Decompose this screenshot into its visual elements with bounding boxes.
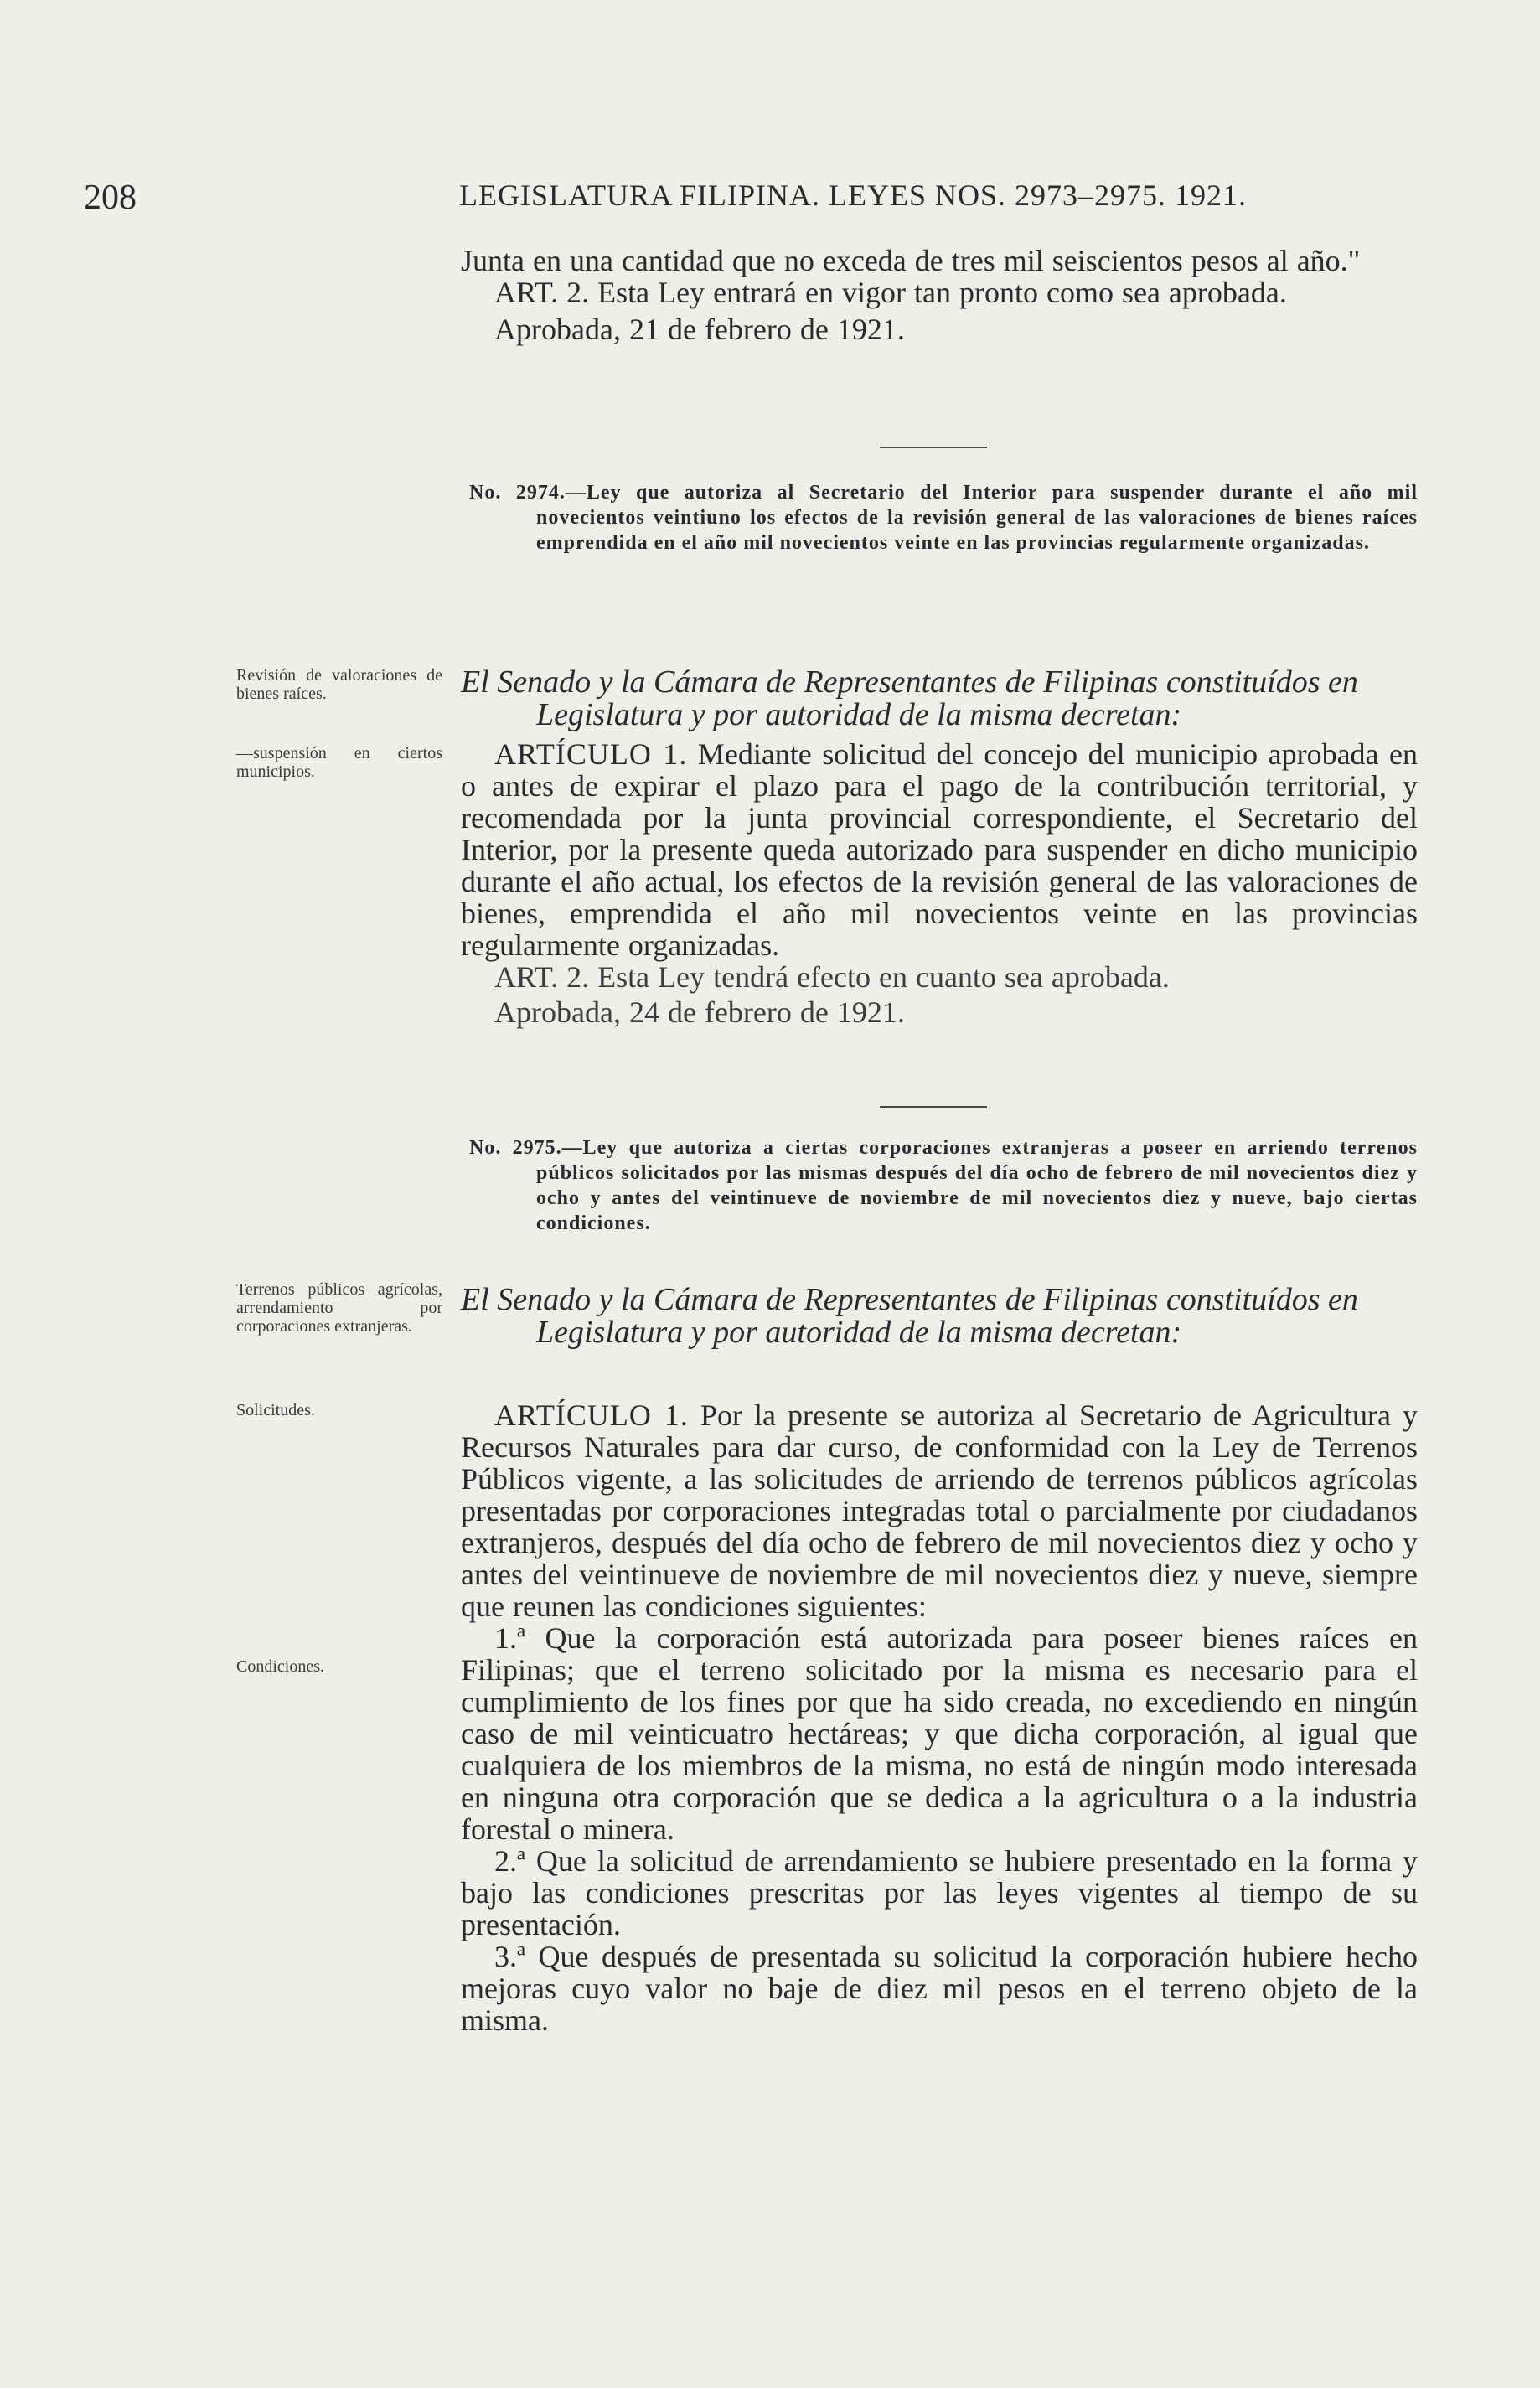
margin-note-applications <box>236 1401 442 1419</box>
law-2974-article-2: ART. 2. Esta Ley tendrá efecto en cuanto sea aprobada. <box>494 960 1170 994</box>
margin-note-text: Revisión de valoraciones de bienes raíces. <box>236 666 442 703</box>
article-label: ARTÍCULO 1. <box>494 737 688 771</box>
margin-note-text: —suspensión en ciertos municipios. <box>236 744 442 781</box>
law-2975-article-1 <box>461 1399 1418 2036</box>
article-text: Mediante solicitud del concejo del municipio aprobada en o antes de expirar el plazo para el pago de la contribución territorial, y recomendada por la junta provincial correspondiente, el Secretario del Interior, por la presente queda autorizado para suspender en dicho municipio durante el año actual, los efectos de la revisión general de las valoraciones de bienes, emprendida el año mil novecientos veinte en las provincias regularmente organizadas. <box>461 737 1419 962</box>
law-2974-title-text: No. 2974.—Ley que autoriza al Secretario del Interior para suspender durante el año mil novecientos veintiuno los efectos de la revisión general de las valoraciones de bienes raíces emprendida en el año mil novecientos veinte en las provincias regularmente organizadas. <box>469 482 1418 554</box>
condition-1: 1.ª Que la corporación está autorizada para poseer bienes raíces en Filipinas; que el terreno solicitado por la misma es necesario para el cumplimiento de los fines por que ha sido creada, no excediendo en ningún caso de mil veinticuatro hectáreas; y que dicha corporación, al igual que cualquiera de los miembros de la misma, no está de ningún modo interesada en ninguna otra corporación que se dedica a la agricultura o a la industria forestal o minera. <box>461 1621 1418 1846</box>
running-title: LEGISLATURA FILIPINA. LEYES NOS. 2973–2975. 1921. <box>459 178 1247 212</box>
margin-note-text: Terrenos públicos agrícolas, arrendamiento por corporaciones extranjeras. <box>236 1280 442 1336</box>
law-2973-approved: Aprobada, 21 de febrero de 1921. <box>494 313 905 346</box>
page-number: 208 <box>84 178 137 217</box>
article-1-paragraph <box>461 738 1418 961</box>
law-2973-end <box>461 245 1416 345</box>
margin-note-suspension <box>236 744 442 781</box>
law-2975-enacting-clause <box>461 1284 1418 1349</box>
margin-note-text: Solicitudes. <box>236 1401 315 1419</box>
enacting-clause-text: El Senado y la Cámara de Representantes de Filipinas constituídos en Legislatura y por autoridad de la misma decretan: <box>461 1282 1358 1350</box>
law-2974-approved: Aprobada, 24 de febrero de 1921. <box>494 995 905 1029</box>
law-2975-title <box>469 1135 1418 1236</box>
law-2974-enacting-clause <box>461 666 1418 731</box>
margin-note-public-lands <box>236 1280 442 1336</box>
margin-note-text: Condiciones. <box>236 1657 324 1676</box>
margin-note-conditions <box>236 1657 442 1676</box>
law-2975-title-text: No. 2975.—Ley que autoriza a ciertas corporaciones extranjeras a poseer en arriendo terrenos públicos solicitados por las mismas después del día ocho de febrero de mil novecientos diez y ocho y antes del veintinueve de noviembre de mil novecientos diez y nueve, bajo ciertas condiciones. <box>469 1137 1418 1234</box>
law-2973-closing-text: Junta en una cantidad que no exceda de tres mil seiscientos pesos al año." <box>461 244 1361 277</box>
margin-note-revision <box>236 666 442 703</box>
condition-3: 3.ª Que después de presentada su solicitud la corporación hubiere hecho mejoras cuyo valor no baje de diez mil pesos en el terreno objeto de la misma. <box>461 1940 1418 2037</box>
article-text: Por la presente se autoriza al Secretario de Agricultura y Recursos Naturales para dar curso, de conformidad con la Ley de Terrenos Públicos vigente, a las solicitudes de arriendo de terrenos públicos agrícolas presentadas por corporaciones integradas total o parcialmente por ciudadanos extranjeros, después del día ocho de febrero de mil novecientos diez y ocho y antes del veintinueve de noviembre de mil novecientos diez y nueve, siempre que reunen las condiciones siguientes: <box>461 1398 1418 1623</box>
condition-2: 2.ª Que la solicitud de arrendamiento se hubiere presentado en la forma y bajo las condiciones prescritas por las leyes vigentes al tiempo de su presentación. <box>461 1844 1418 1941</box>
law-2974-article-1 <box>461 738 1418 1028</box>
law-2973-article-2: ART. 2. Esta Ley entrará en vigor tan pronto como sea aprobada. <box>494 276 1287 309</box>
law-2974-title <box>469 480 1418 556</box>
section-divider <box>880 447 987 448</box>
enacting-clause-text: El Senado y la Cámara de Representantes de Filipinas constituídos en Legislatura y por autoridad de la misma decretan: <box>461 664 1358 732</box>
article-1-paragraph <box>461 1399 1418 1622</box>
article-label: ARTÍCULO 1. <box>494 1398 689 1432</box>
section-divider <box>880 1106 987 1108</box>
